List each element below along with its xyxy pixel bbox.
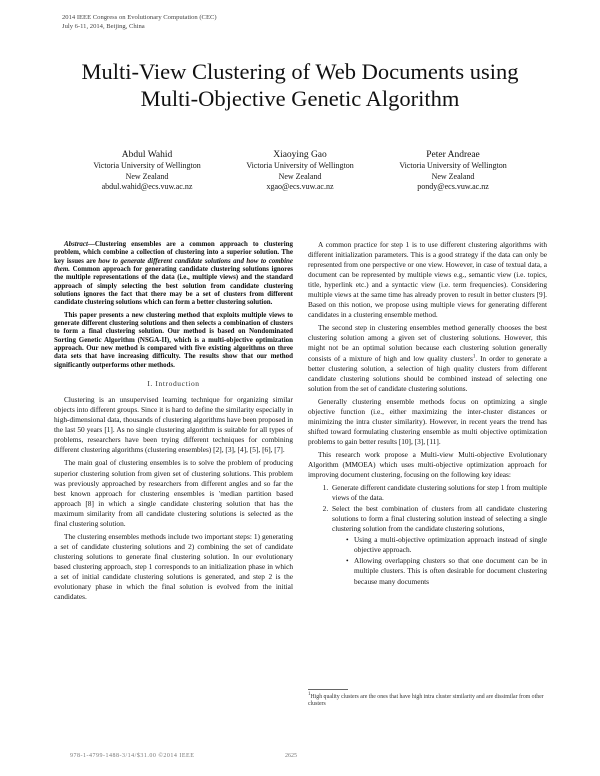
- bullet-item: • Allowing overlapping clusters so that one document can be in multiple clusters. This is often desirable for document clustering because many documents: [346, 556, 547, 586]
- author-block-3: [368, 150, 538, 192]
- author-affiliation: Victoria University of Wellington: [246, 161, 354, 171]
- conference-date: July 6-11, 2014, Beijing, China: [62, 22, 145, 30]
- footnote-text: High quality clusters are the ones that have high intra cluster similarity and are dissimilar from other clusters: [308, 694, 544, 708]
- conference-name: 2014 IEEE Congress on Evolutionary Computation (CEC): [62, 14, 217, 21]
- author-affiliation: Victoria University of Wellington: [93, 161, 201, 171]
- bullet-item: • Using a multi-objective optimization approach instead of single objective approach.: [346, 535, 547, 555]
- author-name: Xiaoying Gao: [273, 150, 327, 160]
- abstract-label: Abstract: [64, 240, 88, 248]
- right-paragraph-1: A common practice for step 1 is to use different clustering algorithms with different initialization parameters. This is a good strategy if the data can only be represented from one perspective or one view. However, in case of textual data, a document can be represented by multiple views e.g., semantic view (i.e. topics, title, hyperlink etc.) and a syntactic view (i.e. term frequencies). Considering multiple views at the same time has already proven to result in better clusters [9]. Based on this notion, we propose using multiple views for generating different candidates in a clustering ensemble method.: [308, 240, 547, 320]
- key-ideas-list: [308, 483, 547, 586]
- left-column: [54, 240, 293, 605]
- isbn-footer: 978-1-4799-1488-3/14/$31.00 ©2014 IEEE: [70, 753, 195, 759]
- abstract-emphasis: how to generate different candidate solutions and how to combine them.: [54, 256, 293, 274]
- title-line-1: Multi-View Clustering of Web Documents using: [81, 59, 519, 84]
- right-paragraph-3: Generally clustering ensemble methods focus on optimizing a single objective function (i.e., either maximizing the inter-cluster distances or minimizing the intra cluster similarity). However, in recent years the trend has shifted toward formulating clustering ensemble as multi objective optimization problems to gain better results [10], [3], [11].: [308, 396, 547, 446]
- author-block-2: [215, 150, 385, 192]
- bullet-list: [332, 535, 547, 586]
- right-paragraph-4: This research work propose a Multi-view Multi-objective Evolutionary Algorithm (MMOEA) which uses multi-objective optimization approach for improving document clustering, focusing on the following key ideas:: [308, 449, 547, 480]
- abstract-text-b: Common approach for generating candidate clustering solutions ignores the multiple representations of the data (i.e., multiple views) and the standard approach of simply selecting the best solution from candidate clustering solutions ignores the fact that there may be a set of clusters from different candidate clustering solutions which can form a better clustering solution.: [54, 265, 293, 307]
- conference-header: [62, 14, 217, 31]
- author-email: pondy@ecs.vuw.ac.nz: [417, 181, 489, 191]
- author-affiliation: Victoria University of Wellington: [399, 161, 507, 171]
- intro-paragraph-1: Clustering is an unsupervised learning technique for organizing similar objects into different groups. Since it is hard to define the similarity especially in high-dimensional data, thousands of clustering algorithms have been proposed in the last 50 years [1]. As no single clustering algorithm is suitable for all types of problems, researchers have been trying different techniques for combining different clustering algorithms (clustering ensembles) [2], [3], [4], [5], [6], [7].: [54, 395, 293, 455]
- author-block-1: [62, 150, 232, 192]
- author-email: xgao@ecs.vuw.ac.nz: [266, 181, 334, 191]
- section-heading: I. Introduction: [147, 379, 200, 389]
- footnote: [308, 694, 547, 708]
- author-country: New Zealand: [431, 171, 475, 181]
- intro-paragraph-2: The main goal of clustering ensembles is to solve the problem of producing superior clustering solution from given set of clustering solutions. This problem was previously approached by researchers from different angles and so far the best known approach for clustering ensembles is 'median partition based approach [8] in which a single candidate clustering solution that has the maximum similarity from all candidate clustering solutions is selected as the final clustering solution.: [54, 458, 293, 528]
- title-line-2: Multi-Objective Genetic Algorithm: [140, 86, 460, 111]
- author-country: New Zealand: [278, 171, 322, 181]
- abstract-paragraph-2: This paper presents a new clustering method that exploits multiple views to generate different clustering solutions and then selects a combination of clusters to form a final clustering solution. Our method is based on Nondominated Sorting Genetic Algorithm (NSGA-II), which is a multi-objective optimization approach. Our new method is compared with five existing algorithms on three data sets that have increasing difficulty. The results show that our method significantly outperforms other methods.: [54, 310, 293, 369]
- author-name: Peter Andreae: [426, 150, 480, 160]
- abstract-text-a: —Clustering ensembles are a common approach to clustering problem, which combine a collection of clustering into a superior solution. The key issues are: [54, 240, 293, 265]
- author-country: New Zealand: [125, 171, 169, 181]
- abstract: [54, 240, 293, 369]
- list-item: 2. Select the best combination of clusters from all candidate clustering solutions to form a final clustering solution instead of selecting a single clustering solution from the candidate clustering solutions, • Using a multi-objective optimization approach instead of single objective approach. • Allowing overlapping clusters so that one document can be in multiple clusters. This is often desirable for document clustering because many documents: [330, 504, 547, 586]
- author-name: Abdul Wahid: [121, 150, 173, 160]
- intro-paragraph-3: The clustering ensembles methods include two important steps: 1) generating a set of candidate clustering solutions and 2) combining the set of candidate clustering solutions to generate final clustering solution. In our evolutionary based clustering approach, step 1 corresponds to an initialization phase in which a set of initial candidate clustering solutions is generated, and step 2 is the evolutionary phase in which the final solution is evolved from the initial candidates.: [54, 531, 293, 602]
- footnote-mark: 1: [308, 692, 311, 698]
- page-number: 2625: [285, 753, 297, 759]
- footnote-divider: [308, 689, 348, 690]
- footnote-ref: 1: [472, 354, 476, 360]
- author-email: abdul.wahid@ecs.vuw.ac.nz: [101, 181, 193, 191]
- right-paragraph-2: The second step in clustering ensembles method generally chooses the best clustering solution among a given set of clustering solutions. However, this might not be an optimal solution because each clustering solution generally consists of a mixture of high and low quality clusters$^1$. In order to generate a better clustering solution, a selection of high quality clusters from different candidate clustering solutions should be combined instead of selecting one solution from the set of candidate clustering solutions.: [308, 323, 548, 393]
- list-item: 1. Generate different candidate clustering solutions for step 1 from multiple views of the data.: [330, 483, 547, 503]
- paper-title: [40, 58, 560, 112]
- right-column: [308, 240, 547, 589]
